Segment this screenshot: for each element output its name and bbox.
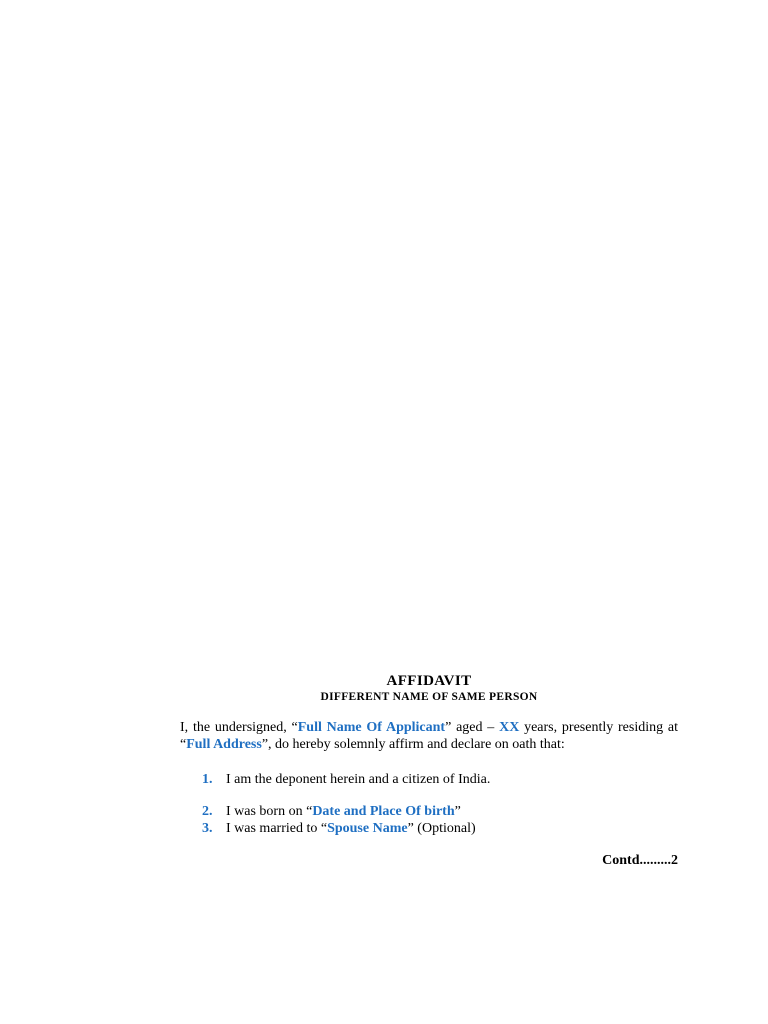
document-title: AFFIDAVIT [386,673,472,689]
list-item [180,803,678,820]
intro-text-3: years, presently residing at “ [180,720,678,752]
intro-paragraph [180,719,678,753]
list-item-text-end: ” [454,804,461,819]
address-placeholder: Full Address [186,737,262,752]
continued-marker: Contd.........2 [602,853,678,868]
birth-details-placeholder: Date and Place Of birth [312,804,455,819]
list-item-text: I was married to “ [226,821,328,836]
list-item [180,820,678,837]
list-number: 2. [202,804,213,819]
declaration-list [180,771,678,837]
spouse-name-placeholder: Spouse Name [327,821,408,836]
intro-text-2: ” aged – [445,720,500,735]
affidavit-body [180,672,678,869]
age-placeholder: XX [499,720,520,735]
intro-text-1: I, the undersigned, “ [180,720,298,735]
intro-text-4: ”, do hereby solemnly affirm and declare on oath that: [261,737,565,752]
list-item-text: I was born on “ [226,804,313,819]
list-item-text: I am the deponent herein and a citizen of India. [226,772,491,787]
list-number: 3. [202,821,213,836]
list-item [180,771,678,788]
applicant-name-placeholder: Full Name Of Applicant [297,720,446,735]
list-number: 1. [202,772,213,787]
document-subtitle: DIFFERENT NAME OF SAME PERSON [320,691,538,703]
list-item-text-end: ” (Optional) [407,821,476,836]
